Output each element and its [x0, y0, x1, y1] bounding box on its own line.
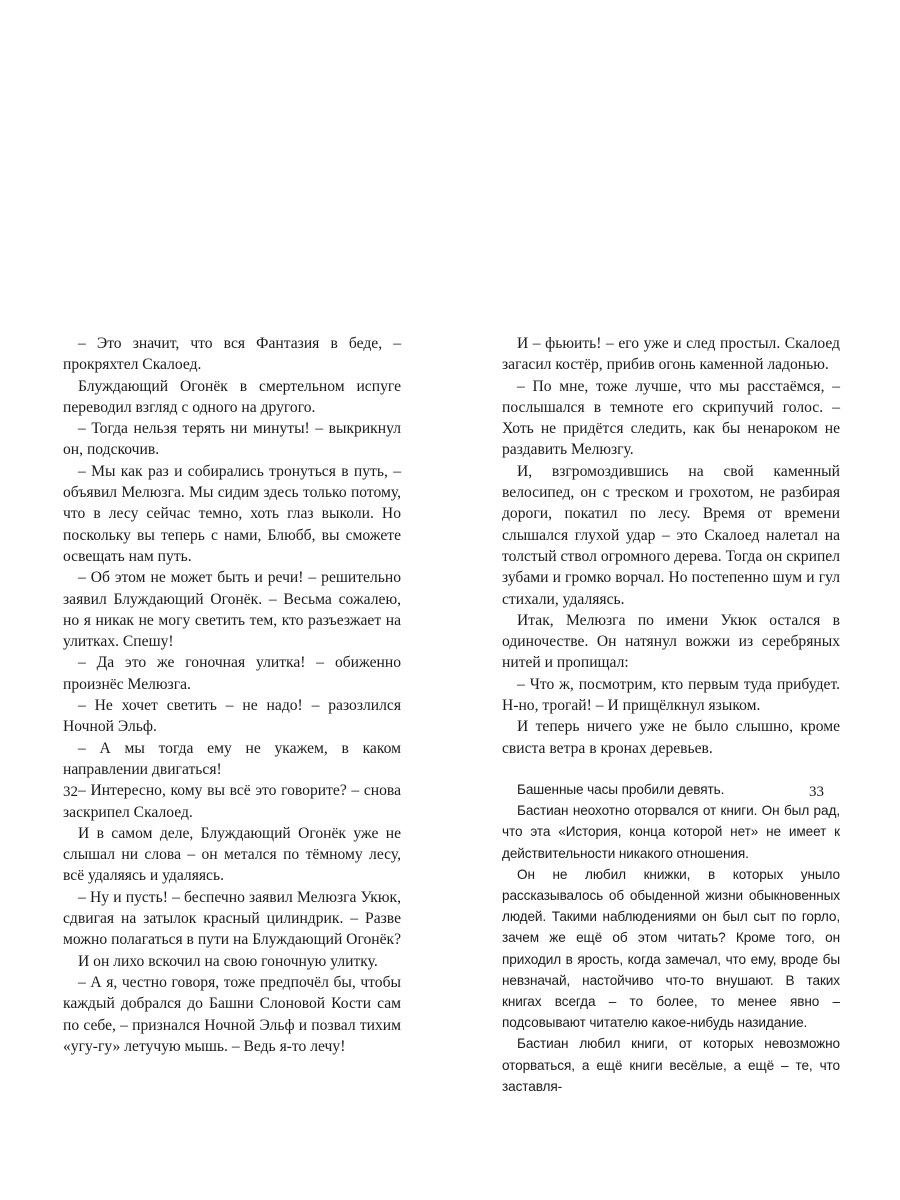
section-gap	[502, 759, 840, 779]
paragraph: Бастиан неохотно оторвался от книги. Он был рад, что эта «История, конца которой нет» не имеет к действительности никакого отношения.	[502, 803, 840, 861]
paragraph: Бастиан любил книги, от которых невозможно оторваться, а ещё книги весёлые, а ещё – те, что заставля-	[502, 1036, 840, 1094]
paragraph: – Об этом не может быть и речи! – решительно заявил Блуждающий Огонёк. – Весьма сожалею, но я никак не могу светить тем, кто разъезжает на улитках. Спешу!	[63, 569, 401, 651]
paragraph: И теперь ничего уже не было слышно, кроме свиста ветра в кронах деревьев.	[502, 718, 840, 757]
left-page-text	[63, 333, 401, 1057]
paragraph: И в самом деле, Блуждающий Огонёк уже не слышал ни слова – он метался по тёмному лесу, всё удаляясь и удаляясь.	[63, 824, 401, 885]
right-page-frame-text	[502, 779, 840, 1097]
left-page	[63, 333, 401, 1057]
paragraph: – Это значит, что вся Фантазия в беде, – прокряхтел Скалоед.	[63, 335, 401, 374]
paragraph: – Тогда нельзя терять ни минуты! – выкрикнул он, подскочив.	[63, 420, 401, 459]
paragraph: – Интересно, кому вы всё это говорите? – снова заскрипел Скалоед.	[63, 782, 401, 821]
paragraph: – Мы как раз и собирались тронуться в путь, – объявил Мелюзга. Мы сидим здесь только потому, что в лесу сейчас темно, хоть глаз выколи. Но поскольку вы теперь с нами, Блюбб, вы сможете освещать нам путь.	[63, 462, 401, 565]
paragraph: И он лихо вскочил на свою гоночную улитку.	[78, 952, 378, 970]
paragraph: Он не любил книжки, в которых уныло рассказывалось об обыденной жизни обыкновенных людей. Такими наблюдениями он был сыт по горло, зачем же ещё об этом читать? Кроме того, он приходил в ярость, когда замечал, что ему, вроде бы невзначай, настойчиво что-то внушают. В таких книгах всегда – то более, то менее явно – подсовывают читателю какое-нибудь назидание.	[502, 866, 840, 1031]
right-page-story-text	[502, 333, 840, 759]
paragraph: – Да это же гоночная улитка! – обиженно произнёс Мелюзга.	[63, 654, 401, 693]
paragraph: – Не хочет светить – не надо! – разозлился Ночной Эльф.	[63, 697, 401, 736]
paragraph: – Ну и пусть! – беспечно заявил Мелюзга Укюк, сдвигая на затылок красный цилиндрик. – Разве можно полагаться в пути на Блуждающий Огонёк?	[63, 888, 402, 949]
paragraph: Блуждающий Огонёк в смертельном испуге переводил взгляд с одного на другого.	[63, 377, 401, 416]
paragraph: – А я, честно говоря, тоже предпочёл бы, чтобы каждый добрался до Башни Слоновой Кости сам по себе, – признался Ночной Эльф и позвал тихим «угу-гу» летучую мышь. – Ведь я-то лечу!	[63, 973, 401, 1055]
paragraph: Итак, Мелюзга по имени Укюк остался в одиночестве. Он натянул вожжи из серебряных нитей и пропищал:	[502, 611, 840, 672]
page-number-left: 32	[63, 784, 78, 800]
paragraph: И, взгромоздившись на свой каменный велосипед, он с треском и грохотом, не разбирая дороги, покатил по лесу. Время от времени слышался глухой удар – это Скалоед налетал на толстый ствол огромного дерева. Тогда он скрипел зубами и громко ворчал. Но постепенно шум и гул стихали, удаляясь.	[502, 462, 840, 608]
paragraph: Башенные часы пробили девять.	[517, 781, 725, 797]
paragraph: – Что ж, посмотрим, кто первым туда прибудет. Н-но, трогай! – И прищёлкнул языком.	[502, 675, 840, 715]
right-page	[502, 333, 840, 1097]
paragraph: – По мне, тоже лучше, что мы расстаёмся, – послышался в темноте его скрипучий голос. – Хоть не придётся следить, как бы ненароком не раздавить Мелюзгу.	[502, 377, 840, 459]
page-number-right: 33	[809, 784, 824, 800]
paragraph: И – фьюить! – его уже и след простыл. Скалоед загасил костёр, прибив огонь каменной ладонью.	[502, 335, 840, 374]
paragraph: – А мы тогда ему не укажем, в каком направлении двигаться!	[63, 739, 401, 778]
